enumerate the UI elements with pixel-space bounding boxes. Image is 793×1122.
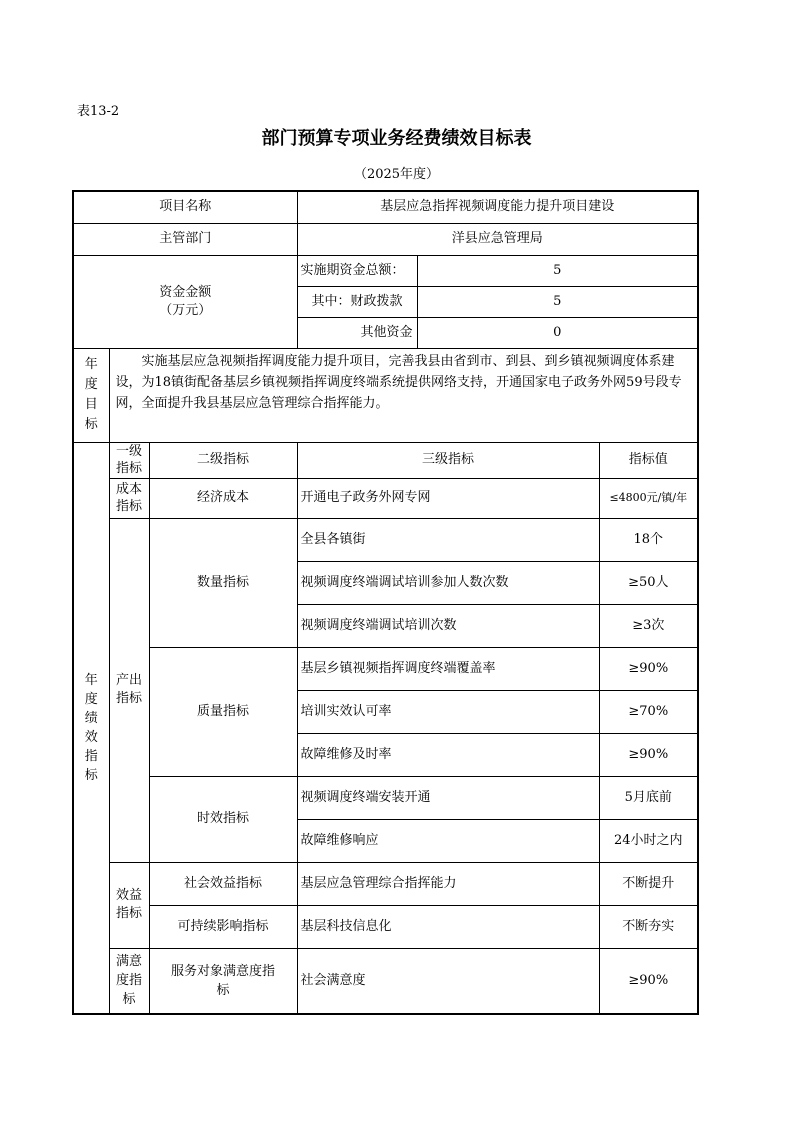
quantity-item-value: ≥3次 [599, 604, 698, 647]
quantity-item-value: 18个 [599, 518, 698, 561]
level3-header: 三级指标 [297, 442, 599, 478]
quantity-item-name: 视频调度终端调试培训次数 [297, 604, 599, 647]
quantity-item-name: 全县各镇街 [297, 518, 599, 561]
quality-indicator-label: 质量指标 [149, 647, 297, 776]
dept-label: 主管部门 [73, 223, 297, 255]
output-indicator-label: 产出指标 [109, 518, 149, 862]
fiscal-year: （2025年度） [353, 167, 440, 182]
page-title: 部门预算专项业务经费绩效目标表 [261, 128, 532, 149]
quality-item-value: ≥90% [599, 647, 698, 690]
economic-cost-label: 经济成本 [149, 478, 297, 518]
sustainability-label: 可持续影响指标 [149, 905, 297, 948]
total-funds-value: 5 [417, 255, 698, 286]
annual-goal-text: 实施基层应急视频指挥调度能力提升项目，完善我县由省到市、到县、到乡镇视频调度体系建设，为18镇街配备基层乡镇视频指挥调度终端系统提供网络支持，开通国家电子政务外网59号段专网，全面提升我县基层应急管理综合指挥能力。 [109, 348, 698, 442]
fiscal-funds-label: 其中：财政拨款 [297, 286, 417, 317]
satisfaction-indicator-label: 满意度指标 [109, 948, 149, 1014]
quality-item-value: ≥90% [599, 733, 698, 776]
quality-item-name: 故障维修及时率 [297, 733, 599, 776]
other-funds-value: 0 [417, 317, 698, 348]
cost-item-name: 开通电子政务外网专网 [297, 478, 599, 518]
funds-label-line1: 资金金额 [159, 284, 212, 300]
total-funds-label: 实施期资金总额： [297, 255, 417, 286]
quantity-indicator-label: 数量指标 [149, 518, 297, 647]
dept-value: 洋县应急管理局 [297, 223, 698, 255]
quality-item-name: 培训实效认可率 [297, 690, 599, 733]
fiscal-funds-value: 5 [417, 286, 698, 317]
funds-label-line2: （万元） [159, 302, 212, 318]
satisfaction-item-name: 社会满意度 [297, 948, 599, 1014]
cost-indicator-label: 成本指标 [109, 478, 149, 518]
value-header: 指标值 [599, 442, 698, 478]
sustainability-value: 不断夯实 [599, 905, 698, 948]
quality-item-name: 基层乡镇视频指挥调度终端覆盖率 [297, 647, 599, 690]
level1-header: 一级指标 [109, 442, 149, 478]
timeliness-indicator-label: 时效指标 [149, 776, 297, 862]
project-name-value: 基层应急指挥视频调度能力提升项目建设 [297, 191, 698, 223]
timeliness-item-name: 视频调度终端安装开通 [297, 776, 599, 819]
benefit-indicator-label: 效益指标 [109, 862, 149, 948]
quantity-item-name: 视频调度终端调试培训参加人数次数 [297, 561, 599, 604]
quantity-item-value: ≥50人 [599, 561, 698, 604]
service-satisfaction-label: 服务对象满意度指标 [149, 948, 297, 1014]
timeliness-item-value: 5月底前 [599, 776, 698, 819]
social-benefit-name: 基层应急管理综合指挥能力 [297, 862, 599, 905]
other-funds-label: 其他资金 [297, 317, 417, 348]
timeliness-item-name: 故障维修响应 [297, 819, 599, 862]
performance-table [72, 190, 699, 1015]
project-name-label: 项目名称 [73, 191, 297, 223]
quality-item-value: ≥70% [599, 690, 698, 733]
funds-label [73, 255, 297, 348]
annual-goal-label: 年度目标 [73, 348, 109, 442]
performance-indicators-label: 年度绩效指标 [73, 442, 109, 1014]
sustainability-name: 基层科技信息化 [297, 905, 599, 948]
satisfaction-item-value: ≥90% [599, 948, 698, 1014]
cost-item-value: ≤4800元/镇/年 [599, 478, 698, 518]
table-number: 表13-2 [77, 104, 120, 119]
social-benefit-value: 不断提升 [599, 862, 698, 905]
level2-header: 二级指标 [149, 442, 297, 478]
timeliness-item-value: 24小时之内 [599, 819, 698, 862]
social-benefit-label: 社会效益指标 [149, 862, 297, 905]
